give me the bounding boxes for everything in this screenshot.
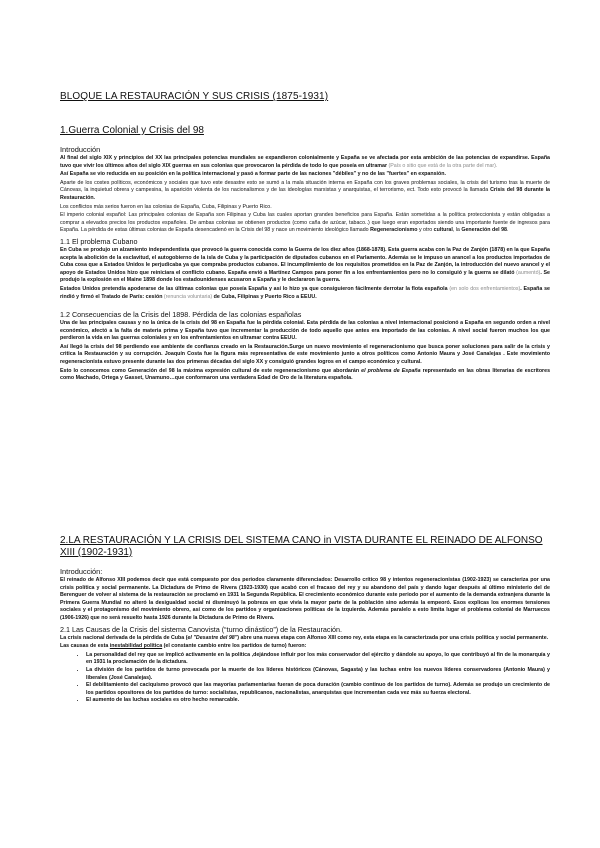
- text: . España se rindió y firmó el Tratado de París: cesión: [60, 285, 550, 300]
- gloss-text: (País o sitio que está de la otra parte del mar).: [387, 162, 498, 169]
- paragraph: [60, 286, 550, 301]
- text: Al final del siglo XIX y principios del XX las principales potencias mundiales se expandieron colonialmente y España se ve afectada por esta ambición de las potencias de expandirse. España tuvo que vivir los últimos años del siglo XIX guerras en sus colonias que provocaron la pérdida de todo lo que poseía en ultramar: [60, 155, 550, 169]
- text: Así llegó la crisis del 98 perdiendo ese ambiente de confianza creado en la Restauración.Surge un nuevo movimiento el regeneracionismo que busca poner soluciones para salir de la crisis y critica la Restauración y su corrupción. Joaquín Costa fue la figura más representativa de este movimiento junto a otros políticos como Antonio Maura y José Canalejas . Este movimiento regeneracionista estuvo presente durante las dos primeras décadas del siglo XX y consiguió grandes logros en el campo económico y cultural.: [60, 343, 550, 366]
- italic-text: el problema de España: [361, 367, 421, 374]
- text: y otro: [417, 227, 434, 234]
- paragraph: [60, 212, 550, 235]
- paragraph: [60, 368, 550, 383]
- gloss-text: (aumentó): [514, 269, 541, 276]
- spacer: [60, 302, 550, 308]
- bold-text: Regeneracionismo: [370, 227, 418, 234]
- text: Las causas de esta: [60, 643, 110, 650]
- section-guerra-colonial: [60, 125, 550, 384]
- text: Los conflictos más serios fueron en las colonias de España, Cuba, Filipinas y Puerto Rico.: [60, 203, 272, 210]
- paragraph: [60, 171, 550, 179]
- paragraph: [60, 204, 550, 212]
- paragraph: [60, 180, 550, 203]
- paragraph: [60, 344, 550, 367]
- intro-heading: Introducción:: [60, 567, 103, 576]
- section-heading: 2.LA RESTAURACIÓN Y LA CRISIS DEL SISTEMA CANO in VISTA DURANTE EL REINADO DE ALFONSO XIII (1902-1931): [60, 535, 543, 558]
- gloss-text: (en solo dos enfrentamientos): [447, 285, 521, 292]
- bold-text: cultural: [433, 227, 453, 234]
- text: . Se produjo la explosión en el Maine 1898 donde los estadounidenses acusaron a España y le declararon la guerra.: [60, 269, 550, 284]
- paragraph: [60, 635, 550, 643]
- subheading: 1.2 Consecuencias de la Crisis del 1898. Pérdida de las colonias españolas: [60, 310, 302, 320]
- intro-heading: Introducción: [60, 145, 101, 154]
- text: El reinado de Alfonso XIII podemos decir que está compuesto por dos periodos claramente diferenciados: Desarrollo crítico 98 y intentos regeneracionistas (1902-1923) se caracteriza por una crisis política y social permanente. La Dictadura de Primo de Rivera (1923-1930) que acabó con el fracaso del rey y su abandono del país y dando lugar después al último ministerio del de Berenguer de volver al sistema de la restauración se proclamó en 1931 la Segunda República. El crecimiento económico durante este periodo por el aumento de la demanda extranjera durante la Primera Guerra Mundial no alteró la desigualdad social ni disminuyó la pobreza en que vivía la mayor parte de la población sino además la empeoró. Esos explicas los enormes tensiones sociales y el protagonismo del movimiento obrero, así como de los partidos y organizaciones políticas de la izquierda. Además paralelo a esto limita lugar el problema colonial de Marruecos (1906-1926) que no será resuelto hasta 1926 durante la Dictadura de Primo de Rivera.: [60, 577, 550, 621]
- text: Así España se vio reducida en su posición en la política internacional y pasó a formar parte de las naciones "débiles" y no de las "fuertes" en expansión.: [60, 171, 446, 178]
- text: representado en las obras literarias de escritores como Machado, Ortega y Gasset, Unamuno…que conformaron una verdadera Edad de Oro de la literatura española.: [60, 367, 551, 382]
- text: (el constante cambio entre los partidos de turno) fueron:: [162, 643, 307, 650]
- section-heading: 1.Guerra Colonial y Crisis del 98: [60, 125, 204, 136]
- subheading: 1.1 El problema Cubano: [60, 236, 138, 246]
- text: de Cuba, Filipinas y Puerto Rico a EEUU.: [212, 293, 317, 300]
- text: Aparte de los costes políticos, económicos y sociales que tuvo este desastre esto se sumó a la mala situación interna en España con los graves problemas sociales, la crisis del turismo tras la muerte de Cánovas, la inquietud obrera y campesina, la aparición violenta de los nacionalismos y de las ideologías marxistas y anarquistas, el terrorismo, ect. Todo esto provocó la llamada: [60, 179, 550, 194]
- section-crisis-sistema-canovista: [60, 535, 550, 705]
- text: Esto lo conocemos como Generación del 98 la máxima expresión cultural de este regeneracionismo que abordarán: [60, 367, 362, 374]
- list-item: • La división de los partidos de turno provocada por la muerte de los líderes históricos (Cánovas, Sagasta) y las luchas entre los nuevos líderes conservadores (Antonio Maura) y liberales (José Canalejas).: [86, 667, 550, 682]
- causes-list: [60, 652, 550, 705]
- gloss-text: (renuncia voluntaria): [162, 293, 213, 300]
- document-title: BLOQUE LA RESTAURACIÓN Y SUS CRISIS (1875-1931): [60, 91, 329, 102]
- italic-text: el "Desastre del 98": [187, 634, 238, 641]
- paragraph: [60, 577, 550, 623]
- list-item: • La personalidad del rey que se implicó activamente en la política ,dejándose influir por los más conservador del ejército y dándole su apoyo, lo que contribuyó al fin de la monarquía y en 1931 la proclamación de la dictadura.: [86, 652, 550, 667]
- text: La crisis nacional derivada de la pérdida de Cuba (: [60, 634, 188, 641]
- text: ) abre una nueva etapa con Alfonso XIII como rey, esta etapa es la caracterizada por una crisis política y social permanente.: [237, 634, 549, 641]
- text: El imperio colonial español: Las principales colonias de España son Filipinas y Cuba las cuales aportan grandes beneficios para España. Están sometidas a la política proteccionista y están obligadas a comprar a elevados precios los productos españoles. De ambas colonias se obtienen productos (como caña de azúcar, tabaco..) que luego eran exportados siendo una importante fuente de ingresos para España. La pérdida de estas últimas colonias de España desencadenó en la Crisis del 98 y nace un movimiento ideológico llamado: [60, 212, 550, 234]
- underlined-text: inestabilidad política: [109, 643, 163, 650]
- text: , la: [452, 227, 462, 234]
- text: Una de las principales causas y no la única de la crisis del 98 en España fue la pérdida colonial. Esta pérdida de las colonias a nivel internacional posicionó a España en segundo orden a nivel económico, afectó a la falta de materia prima y España tuvo que incrementar la producción de todo aquello que antes era importado de las colonias. A nivel social fueron muchos los que perdieron la vida en las guerras coloniales y en los enfrentamientos en ultramar contra EEUU.: [60, 320, 550, 342]
- paragraph: [60, 320, 550, 343]
- bold-text: Crisis del 98 durante la Restauración.: [60, 187, 550, 201]
- text: Estados Unidos pretendía apoderarse de las últimas colonias que poseía España y así lo hizo ya que consiguieron fácilmente derrotar la flota española: [60, 285, 448, 292]
- text: En Cuba se produjo un alzamiento independentista que provocó la guerra conocida como la Guerra de los diez años (1868-1878). Esta guerra acaba con la Paz de Zanjón (1878) en la que España acepta la abolición de la esclavitud, el autogobierno de la isla de Cuba y la participación de diputados cubanos en el Parlamento. Además se le impuso un arancel a los productos importados de Cuba cosa que a Estados Unidos le perjudicaba ya que compraba productos cubanos. El incumplimiento de los requisitos prometidos en la Paz de Zanjón, la introducción del nuevo arancel y el apoyo de Estados Unidos hizo que reiniciara el conflicto cubano. España envió a Martínez Campos para poner fin a los enfrentamientos pero no lo consiguió y la guerra se dilató: [60, 246, 550, 276]
- subheading: 2.1 Las Causas de la Crisis del sistema Canovista (“turno dinástico”) de la Restauración.: [60, 624, 343, 634]
- text: .: [507, 227, 509, 234]
- list-item: • El aumento de las luchas sociales es otro hecho remarcable.: [86, 697, 550, 705]
- paragraph: [60, 155, 550, 170]
- paragraph: [60, 643, 550, 651]
- paragraph: [60, 247, 550, 285]
- bold-text: Generación del 98: [461, 227, 507, 234]
- list-item: • El debilitamiento del caciquismo provocó que las mayorías parlamentarias fueran de poca duración (cambio continuo de los partidos de turno). Además se produjo un crecimiento de los partidos opositores de los partidos de turno: socialistas, republicanos, nacionalistas, anarquistas que incrementan cada vez más su fuerza electoral.: [86, 682, 550, 697]
